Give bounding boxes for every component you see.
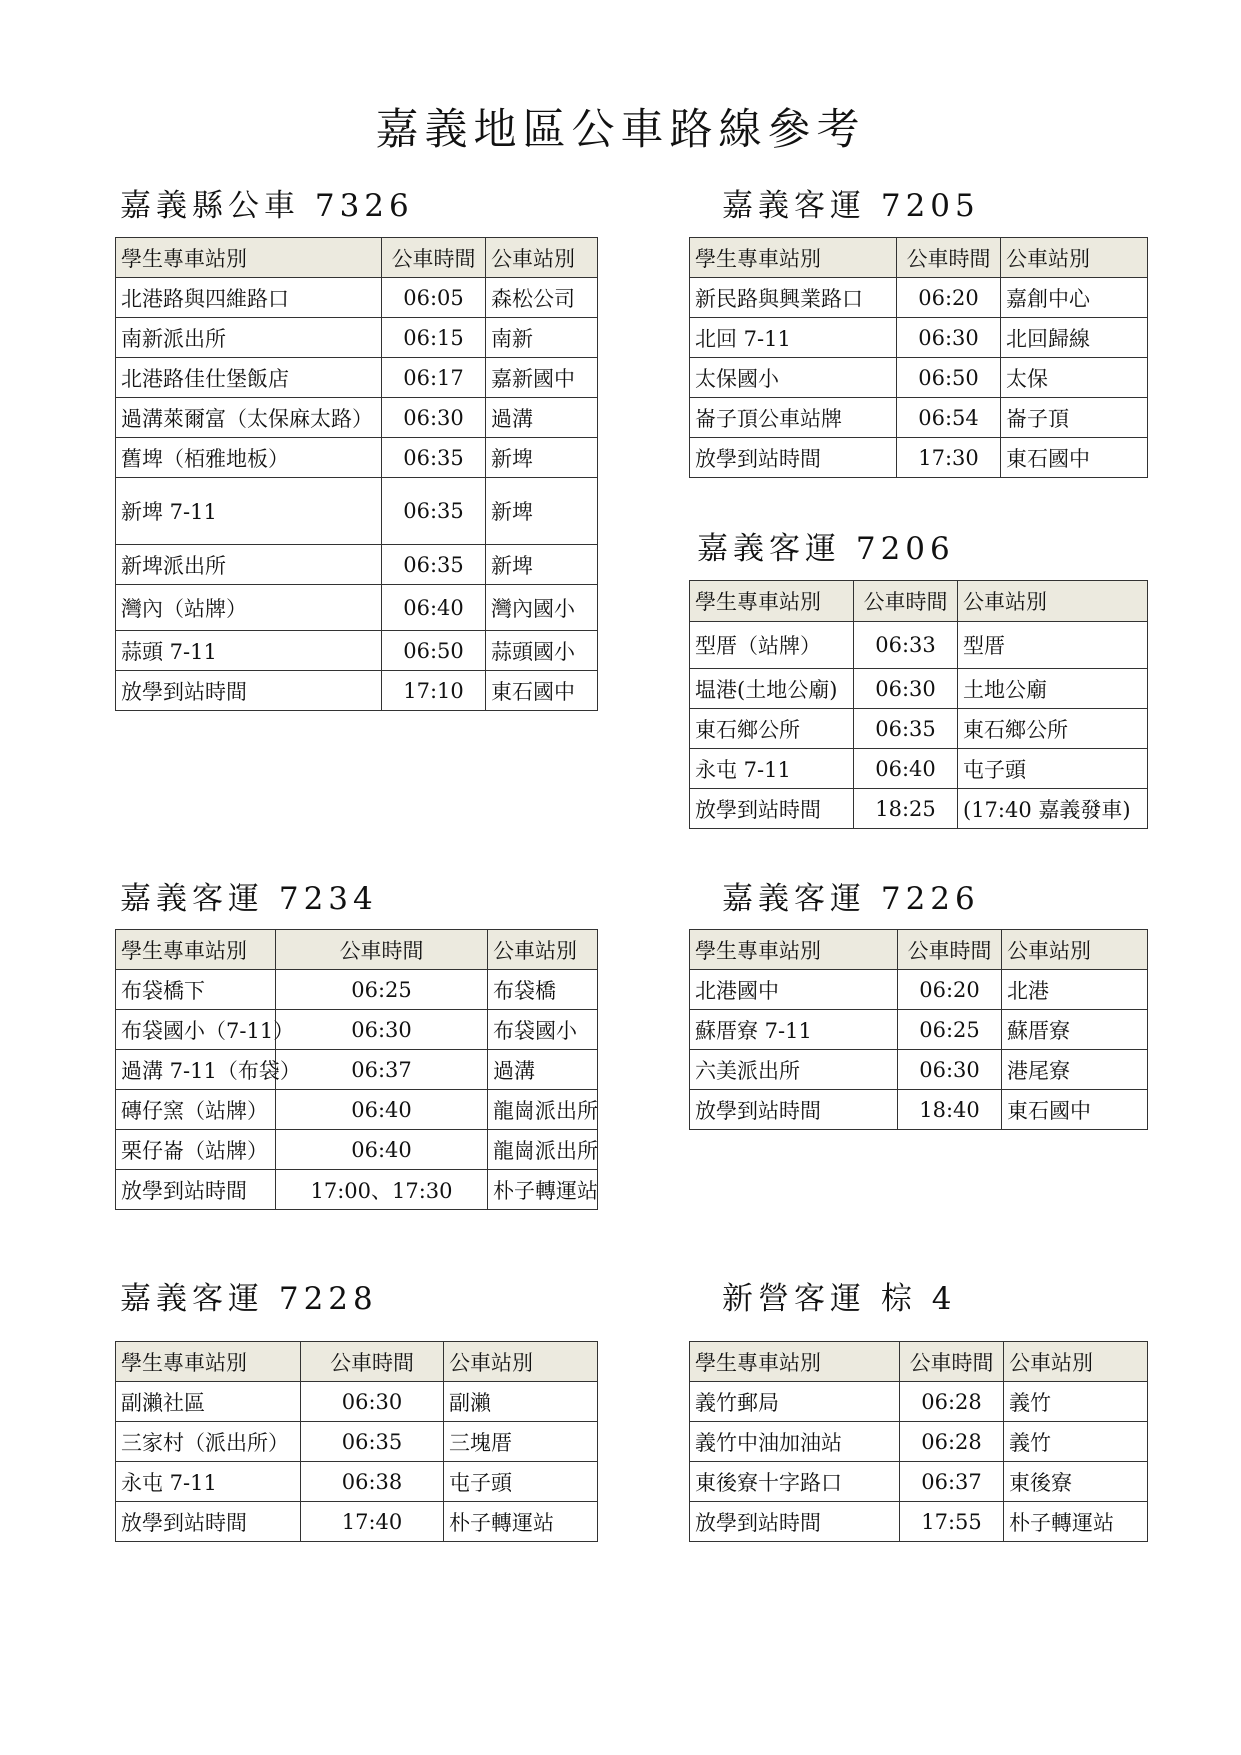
cell-stop: 型厝	[958, 622, 1148, 669]
cell-time: 06:37	[276, 1050, 488, 1090]
cell-stop: 龍崗派出所	[488, 1130, 598, 1170]
cell-station: 新埤 7-11	[116, 478, 382, 545]
cell-time: 17:30	[897, 438, 1001, 478]
cell-station: 北回 7-11	[690, 318, 897, 358]
cell-stop: 朴子轉運站	[488, 1170, 598, 1210]
cell-time: 06:54	[897, 398, 1001, 438]
cell-time: 06:35	[382, 438, 486, 478]
cell-stop: 崙子頂	[1001, 398, 1148, 438]
cell-time: 17:10	[382, 671, 486, 711]
cell-station: 義竹中油加油站	[690, 1422, 900, 1462]
table-zong4	[689, 1341, 1148, 1542]
cell-time: 06:30	[382, 398, 486, 438]
table-row	[690, 1462, 1148, 1502]
table-header-row	[116, 930, 598, 970]
cell-stop: 布袋國小	[488, 1010, 598, 1050]
cell-station: 太保國小	[690, 358, 897, 398]
cell-station: 六美派出所	[690, 1050, 898, 1090]
table-row	[116, 438, 598, 478]
table-row	[116, 671, 598, 711]
table-row	[690, 1090, 1148, 1130]
cell-stop: 蒜頭國小	[486, 631, 598, 671]
cell-station: 放學到站時間	[116, 1502, 301, 1542]
header-station: 學生專車站別	[690, 930, 898, 970]
cell-time: 18:25	[854, 789, 958, 829]
table-7326	[115, 237, 598, 711]
table-row	[690, 1502, 1148, 1542]
table-row	[116, 1090, 598, 1130]
cell-station: 布袋國小（7-11）	[116, 1010, 276, 1050]
cell-stop: 朴子轉運站	[444, 1502, 598, 1542]
header-time: 公車時間	[854, 581, 958, 622]
cell-station: 塭港(土地公廟)	[690, 669, 854, 709]
cell-station: 蘇厝寮 7-11	[690, 1010, 898, 1050]
header-station: 學生專車站別	[690, 1342, 900, 1382]
cell-time: 06:40	[854, 749, 958, 789]
cell-stop: 東石國中	[1001, 438, 1148, 478]
table-row	[116, 1170, 598, 1210]
cell-stop: 新埤	[486, 438, 598, 478]
cell-stop: 蘇厝寮	[1002, 1010, 1148, 1050]
cell-stop: 屯子頭	[958, 749, 1148, 789]
cell-stop: 義竹	[1004, 1382, 1148, 1422]
cell-station: 磚仔窯（站牌）	[116, 1090, 276, 1130]
cell-station: 永屯 7-11	[116, 1462, 301, 1502]
cell-time: 06:50	[897, 358, 1001, 398]
cell-station: 南新派出所	[116, 318, 382, 358]
table-7228	[115, 1341, 598, 1542]
table-row	[690, 970, 1148, 1010]
header-station: 學生專車站別	[116, 930, 276, 970]
table-row	[116, 1050, 598, 1090]
cell-time: 06:35	[382, 545, 486, 585]
cell-station: 義竹郵局	[690, 1382, 900, 1422]
cell-stop: 北回歸線	[1001, 318, 1148, 358]
header-station: 學生專車站別	[690, 238, 897, 278]
cell-stop: 過溝	[488, 1050, 598, 1090]
table-row	[690, 358, 1148, 398]
cell-station: 新埤派出所	[116, 545, 382, 585]
table-row	[690, 669, 1148, 709]
cell-station: 放學到站時間	[690, 1502, 900, 1542]
cell-station: 東後寮十字路口	[690, 1462, 900, 1502]
cell-time: 17:55	[900, 1502, 1004, 1542]
cell-station: 放學到站時間	[690, 789, 854, 829]
table-row	[690, 749, 1148, 789]
cell-station: 灣內（站牌）	[116, 585, 382, 631]
cell-stop: 布袋橋	[488, 970, 598, 1010]
cell-stop: 義竹	[1004, 1422, 1148, 1462]
table-header-row	[116, 238, 598, 278]
table-row	[116, 1462, 598, 1502]
page-title: 嘉義地區公車路線參考	[375, 105, 866, 155]
cell-time: 06:28	[900, 1382, 1004, 1422]
cell-stop: 東後寮	[1004, 1462, 1148, 1502]
cell-stop: 北港	[1002, 970, 1148, 1010]
table-row	[116, 631, 598, 671]
cell-stop: 森松公司	[486, 278, 598, 318]
table-header-row	[690, 581, 1148, 622]
cell-time: 06:30	[301, 1382, 444, 1422]
table-row	[116, 1130, 598, 1170]
cell-station: 過溝 7-11（布袋）	[116, 1050, 276, 1090]
table-row	[116, 318, 598, 358]
cell-station: 蒜頭 7-11	[116, 631, 382, 671]
cell-station: 栗仔崙（站牌）	[116, 1130, 276, 1170]
table-row	[116, 545, 598, 585]
cell-time: 06:25	[276, 970, 488, 1010]
section-title-7226: 嘉義客運 7226	[722, 881, 980, 917]
cell-stop: 副瀨	[444, 1382, 598, 1422]
table-row	[690, 278, 1148, 318]
cell-time: 06:20	[898, 970, 1002, 1010]
table-row	[116, 478, 598, 545]
cell-station: 東石鄉公所	[690, 709, 854, 749]
cell-stop: 嘉新國中	[486, 358, 598, 398]
cell-stop: 太保	[1001, 358, 1148, 398]
cell-time: 06:40	[276, 1130, 488, 1170]
cell-stop: 東石國中	[1002, 1090, 1148, 1130]
header-time: 公車時間	[898, 930, 1002, 970]
cell-station: 崙子頂公車站牌	[690, 398, 897, 438]
cell-station: 型厝（站牌）	[690, 622, 854, 669]
section-title-7206: 嘉義客運 7206	[697, 531, 955, 567]
cell-time: 06:33	[854, 622, 958, 669]
table-7205	[689, 237, 1148, 478]
cell-stop: 港尾寮	[1002, 1050, 1148, 1090]
cell-stop: 龍崗派出所	[488, 1090, 598, 1130]
cell-station: 放學到站時間	[690, 1090, 898, 1130]
cell-stop: 嘉創中心	[1001, 278, 1148, 318]
table-row	[116, 585, 598, 631]
cell-station: 北港路佳仕堡飯店	[116, 358, 382, 398]
table-row	[116, 398, 598, 438]
table-header-row	[690, 1342, 1148, 1382]
cell-station: 放學到站時間	[116, 1170, 276, 1210]
table-7234	[115, 929, 598, 1210]
cell-stop: 過溝	[486, 398, 598, 438]
cell-stop: 土地公廟	[958, 669, 1148, 709]
header-stop: 公車站別	[444, 1342, 598, 1382]
cell-time: 17:00、17:30	[276, 1170, 488, 1210]
cell-time: 06:35	[854, 709, 958, 749]
table-row	[116, 278, 598, 318]
table-row	[690, 1050, 1148, 1090]
table-header-row	[690, 238, 1148, 278]
section-title-7326: 嘉義縣公車 7326	[120, 188, 414, 224]
section-title-zong4: 新營客運 棕 4	[722, 1281, 957, 1317]
section-title-7205: 嘉義客運 7205	[722, 188, 980, 224]
header-stop: 公車站別	[486, 238, 598, 278]
cell-station: 放學到站時間	[690, 438, 897, 478]
cell-station: 過溝萊爾富（太保麻太路）	[116, 398, 382, 438]
cell-station: 北港路與四維路口	[116, 278, 382, 318]
cell-station: 北港國中	[690, 970, 898, 1010]
cell-time: 06:30	[898, 1050, 1002, 1090]
cell-time: 06:37	[900, 1462, 1004, 1502]
table-row	[116, 1010, 598, 1050]
table-header-row	[690, 930, 1148, 970]
cell-time: 06:30	[276, 1010, 488, 1050]
cell-stop: 灣內國小	[486, 585, 598, 631]
table-row	[690, 1010, 1148, 1050]
header-time: 公車時間	[301, 1342, 444, 1382]
header-time: 公車時間	[382, 238, 486, 278]
cell-station: 舊埤（栢雅地板）	[116, 438, 382, 478]
header-stop: 公車站別	[1002, 930, 1148, 970]
header-stop: 公車站別	[488, 930, 598, 970]
cell-station: 副瀨社區	[116, 1382, 301, 1422]
header-stop: 公車站別	[958, 581, 1148, 622]
cell-time: 06:30	[897, 318, 1001, 358]
table-7206	[689, 580, 1148, 829]
cell-station: 新民路與興業路口	[690, 278, 897, 318]
cell-stop: 三塊厝	[444, 1422, 598, 1462]
table-row	[116, 970, 598, 1010]
cell-time: 06:20	[897, 278, 1001, 318]
table-row	[116, 1382, 598, 1422]
table-row	[690, 709, 1148, 749]
table-header-row	[116, 1342, 598, 1382]
cell-time: 06:30	[854, 669, 958, 709]
header-stop: 公車站別	[1004, 1342, 1148, 1382]
cell-time: 06:28	[900, 1422, 1004, 1462]
cell-station: 放學到站時間	[116, 671, 382, 711]
cell-time: 06:38	[301, 1462, 444, 1502]
table-row	[690, 398, 1148, 438]
cell-stop: 新埤	[486, 478, 598, 545]
cell-stop: 新埤	[486, 545, 598, 585]
table-row	[690, 318, 1148, 358]
cell-time: 06:50	[382, 631, 486, 671]
cell-station: 三家村（派出所）	[116, 1422, 301, 1462]
cell-time: 06:40	[276, 1090, 488, 1130]
cell-time: 18:40	[898, 1090, 1002, 1130]
cell-stop: 朴子轉運站	[1004, 1502, 1148, 1542]
cell-station: 永屯 7-11	[690, 749, 854, 789]
cell-station: 布袋橋下	[116, 970, 276, 1010]
cell-time: 06:40	[382, 585, 486, 631]
cell-stop: 東石國中	[486, 671, 598, 711]
table-row	[116, 1502, 598, 1542]
table-row	[690, 789, 1148, 829]
cell-stop: 屯子頭	[444, 1462, 598, 1502]
table-row	[690, 1422, 1148, 1462]
header-station: 學生專車站別	[116, 238, 382, 278]
section-title-7234: 嘉義客運 7234	[120, 881, 378, 917]
header-station: 學生專車站別	[116, 1342, 301, 1382]
header-time: 公車時間	[897, 238, 1001, 278]
cell-time: 06:17	[382, 358, 486, 398]
header-time: 公車時間	[276, 930, 488, 970]
table-7226	[689, 929, 1148, 1130]
cell-stop: 南新	[486, 318, 598, 358]
header-stop: 公車站別	[1001, 238, 1148, 278]
table-row	[690, 1382, 1148, 1422]
cell-time: 06:35	[382, 478, 486, 545]
cell-stop: (17:40 嘉義發車)	[958, 789, 1148, 829]
header-station: 學生專車站別	[690, 581, 854, 622]
table-row	[116, 1422, 598, 1462]
cell-time: 17:40	[301, 1502, 444, 1542]
cell-time: 06:15	[382, 318, 486, 358]
table-row	[116, 358, 598, 398]
cell-time: 06:25	[898, 1010, 1002, 1050]
table-row	[690, 438, 1148, 478]
cell-time: 06:35	[301, 1422, 444, 1462]
table-row	[690, 622, 1148, 669]
header-time: 公車時間	[900, 1342, 1004, 1382]
cell-stop: 東石鄉公所	[958, 709, 1148, 749]
section-title-7228: 嘉義客運 7228	[120, 1281, 378, 1317]
cell-time: 06:05	[382, 278, 486, 318]
